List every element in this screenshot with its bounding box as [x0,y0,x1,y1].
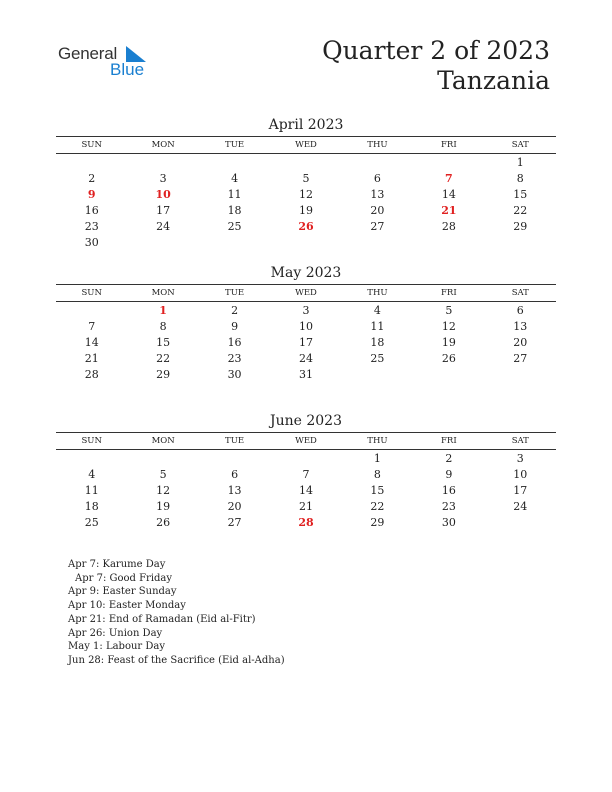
day-cell: 20 [513,336,528,349]
day-cell: 17 [513,484,528,497]
day-cell: 15 [370,484,385,497]
day-cell: 29 [370,516,385,529]
day-cell: 11 [84,484,99,497]
holiday-entry: Apr 7: Good Friday [75,572,173,584]
day-cell: 17 [298,336,313,349]
day-cell: 29 [513,220,528,233]
day-cell: 8 [159,320,167,333]
weekday-header: FRI [441,436,457,446]
page-title [322,36,550,96]
logo-text-general: General [58,44,118,63]
day-cell: 27 [370,220,385,233]
day-cell: 21 [298,500,313,513]
holiday-day-cell: 9 [87,188,96,201]
day-cell: 11 [227,188,242,201]
empty-day-cell [56,303,127,319]
day-cell: 12 [156,484,171,497]
day-cell: 3 [302,304,310,317]
day-cell: 22 [370,500,385,513]
day-cell: 5 [302,172,310,185]
day-cell: 23 [227,352,242,365]
day-cell: 5 [445,304,453,317]
month-title: May 2023 [270,265,342,281]
day-cell: 2 [231,304,239,317]
weekday-header: FRI [441,288,457,298]
empty-day-cell [199,155,270,171]
weekday-header: SUN [81,288,102,298]
weekday-header: MON [151,288,175,298]
weekday-header: SAT [511,436,529,446]
logo-text-blue: Blue [110,60,145,79]
day-cell: 18 [370,336,385,349]
day-cell: 29 [156,368,171,381]
day-cell: 21 [84,352,99,365]
day-cell: 23 [441,500,456,513]
day-cell: 14 [441,188,456,201]
day-cell: 19 [156,500,171,513]
holiday-entry: Apr 7: Karume Day [68,559,166,570]
holiday-day-cell: 7 [445,172,453,185]
day-cell: 10 [298,320,313,333]
day-cell: 13 [513,320,528,333]
day-cell: 18 [84,500,99,513]
weekday-header: THU [367,436,388,446]
generalblue-logo [58,44,158,84]
month-calendar-june [56,412,556,531]
day-cell: 9 [445,468,453,481]
empty-day-cell [56,155,127,171]
empty-day-cell [199,451,270,467]
day-cell: 16 [441,484,456,497]
day-cell: 26 [441,352,456,365]
day-cell: 20 [370,204,385,217]
day-cell: 2 [88,172,96,185]
day-cell: 9 [231,320,239,333]
holiday-entry: May 1: Labour Day [68,641,165,653]
day-cell: 30 [227,368,242,381]
weekday-header-row [56,137,556,154]
day-cell: 13 [227,484,242,497]
weekday-header: SUN [81,436,102,446]
weekday-header-row [56,433,556,450]
day-cell: 6 [231,468,239,481]
day-cell: 14 [84,336,99,349]
day-cell: 4 [373,304,381,317]
day-cell: 31 [298,368,313,381]
holiday-list [68,558,285,668]
day-cell: 12 [441,320,456,333]
month-title: April 2023 [268,117,344,133]
day-cell: 16 [227,336,242,349]
day-cell: 17 [156,204,171,217]
day-cell: 3 [516,452,524,465]
day-cell: 27 [513,352,528,365]
day-cell: 1 [516,156,524,169]
holiday-entry: Apr 9: Easter Sunday [68,586,177,598]
day-cell: 6 [516,304,524,317]
day-cell: 6 [373,172,381,185]
day-cell: 25 [370,352,385,365]
day-cell: 4 [88,468,96,481]
weekday-header: WED [295,288,317,298]
holiday-day-cell: 21 [441,204,457,217]
day-cell: 3 [159,172,167,185]
day-cell: 30 [441,516,456,529]
day-cell: 4 [231,172,239,185]
weekday-header: SAT [511,288,529,298]
holiday-day-cell: 1 [159,304,167,317]
weekday-header: MON [151,140,175,150]
day-cell: 25 [84,516,99,529]
weekday-header: TUE [225,436,245,446]
day-cell: 7 [88,320,96,333]
holiday-day-cell: 28 [298,516,314,529]
weekday-header: TUE [225,288,245,298]
day-cell: 13 [370,188,385,201]
month-calendar-april [56,116,556,251]
day-cell: 22 [513,204,528,217]
day-cell: 19 [298,204,313,217]
empty-day-cell [270,451,341,467]
weekday-header: FRI [441,140,457,150]
day-cell: 22 [156,352,171,365]
empty-day-cell [127,451,198,467]
day-cell: 23 [84,220,99,233]
month-calendar-may [56,264,556,383]
holiday-entry: Jun 28: Feast of the Sacrifice (Eid al-Adha) [68,654,285,666]
day-grid [56,154,556,251]
day-cell: 24 [298,352,313,365]
day-cell: 2 [445,452,453,465]
weekday-header: TUE [225,140,245,150]
country-title: Tanzania [437,66,550,95]
day-cell: 30 [84,236,99,249]
month-title: June 2023 [269,413,342,429]
weekday-header: WED [295,140,317,150]
day-cell: 11 [370,320,385,333]
day-grid [56,302,556,383]
day-cell: 8 [516,172,524,185]
weekday-header-row [56,285,556,302]
day-cell: 28 [84,368,99,381]
weekday-header: MON [151,436,175,446]
day-cell: 16 [84,204,99,217]
holiday-day-cell: 10 [155,188,171,201]
weekday-header: THU [367,140,388,150]
day-grid [56,450,556,531]
day-cell: 19 [441,336,456,349]
day-cell: 8 [373,468,381,481]
empty-day-cell [413,155,484,171]
empty-day-cell [342,155,413,171]
day-cell: 27 [227,516,242,529]
weekday-header: SUN [81,140,102,150]
day-cell: 28 [441,220,456,233]
day-cell: 7 [302,468,310,481]
day-cell: 5 [159,468,167,481]
holiday-entry: Apr 26: Union Day [68,627,163,639]
day-cell: 15 [156,336,171,349]
holiday-entry: Apr 21: End of Ramadan (Eid al-Fitr) [68,613,256,625]
day-cell: 25 [227,220,242,233]
empty-day-cell [127,155,198,171]
day-cell: 10 [513,468,528,481]
holiday-day-cell: 26 [298,220,314,233]
day-cell: 24 [513,500,528,513]
weekday-header: THU [367,288,388,298]
empty-day-cell [56,451,127,467]
day-cell: 20 [227,500,242,513]
day-cell: 24 [156,220,171,233]
day-cell: 15 [513,188,528,201]
day-cell: 1 [373,452,381,465]
day-cell: 14 [298,484,313,497]
holiday-entry: Apr 10: Easter Monday [68,600,186,612]
day-cell: 26 [156,516,171,529]
quarter-title: Quarter 2 of 2023 [322,36,550,65]
weekday-header: SAT [511,140,529,150]
day-cell: 18 [227,204,242,217]
weekday-header: WED [295,436,317,446]
day-cell: 12 [298,188,313,201]
empty-day-cell [270,155,341,171]
